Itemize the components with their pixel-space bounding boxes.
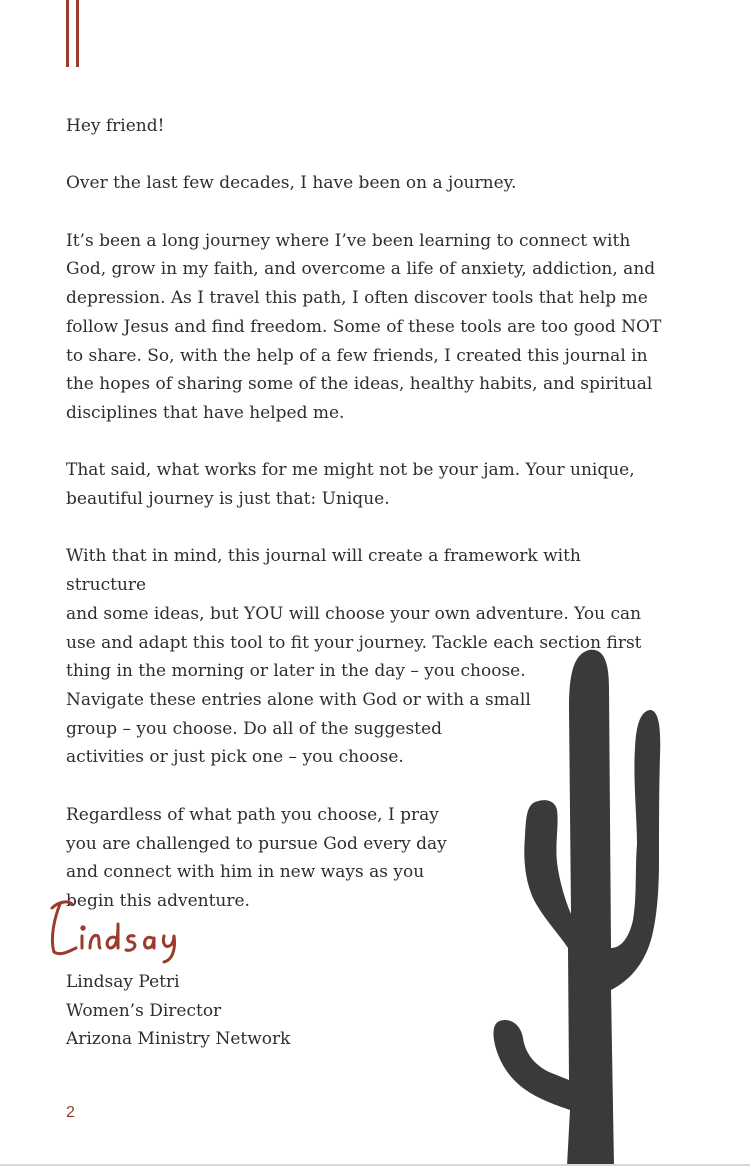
line: Regardless of what path you choose, I pray [66, 804, 439, 825]
signature-block [66, 968, 290, 1054]
line: activities or just pick one – you choose. [66, 747, 404, 768]
line: the hopes of sharing some of the ideas, healthy habits, and spiritual [66, 374, 653, 395]
paragraph-1: Over the last few decades, I have been on a journey. [66, 173, 517, 194]
line: God, grow in my faith, and overcome a life of anxiety, addiction, and [66, 259, 656, 280]
line: beautiful journey is just that: Unique. [66, 489, 390, 510]
line: group – you choose. Do all of the suggested [66, 718, 442, 739]
signature-script [46, 894, 206, 964]
signer-organization: Arizona Ministry Network [66, 1029, 291, 1050]
line: and some ideas, but YOU will choose your own adventure. You can [66, 603, 642, 624]
line: With that in mind, this journal will create a framework with structure [66, 546, 581, 596]
line: Navigate these entries alone with God or with a small [66, 690, 531, 710]
line: depression. As I travel this path, I often discover tools that help me [66, 288, 648, 309]
paragraph-2 [66, 227, 666, 428]
double-bar-icon [66, 0, 82, 67]
line: you are challenged to pursue God every day [66, 833, 447, 854]
page-number: 2 [66, 1104, 75, 1121]
line: begin this adventure. [66, 890, 250, 911]
greeting: Hey friend! [66, 116, 165, 136]
cactus-icon [493, 648, 663, 1166]
line: That said, what works for me might not be your jam. Your unique, [66, 460, 635, 481]
line: thing in the morning or later in the day – you choose. [66, 661, 526, 682]
signer-name: Lindsay Petri [66, 972, 180, 992]
line: use and adapt this tool to fit your journey. Tackle each section first [66, 632, 642, 653]
signer-title: Women’s Director [66, 1000, 222, 1021]
line: and connect with him in new ways as you [66, 862, 425, 883]
line: disciplines that have helped me. [66, 403, 345, 423]
line: It’s been a long journey where I’ve been learning to connect with [66, 230, 631, 251]
line: to share. So, with the help of a few friends, I created this journal in [66, 345, 648, 366]
line: follow Jesus and find freedom. Some of these tools are too good NOT [66, 316, 662, 337]
paragraph-3 [66, 456, 666, 513]
